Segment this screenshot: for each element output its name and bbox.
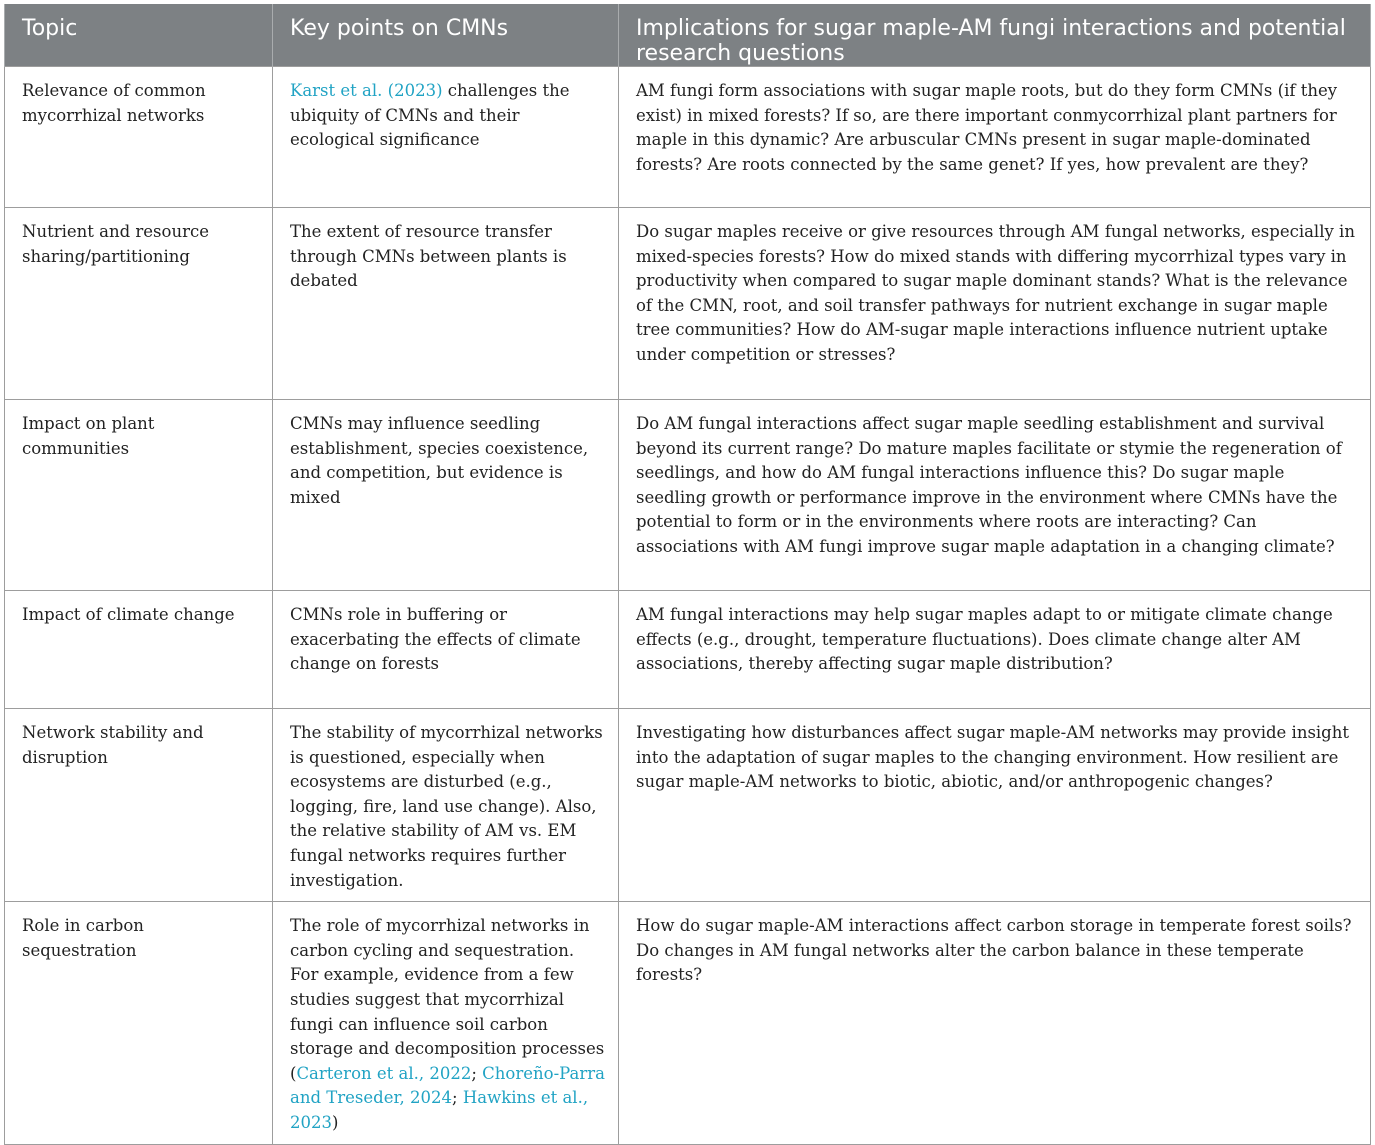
table-header-row xyxy=(5,4,1371,67)
table-row xyxy=(5,208,1371,400)
key-points-text: challenges the ubiquity of CMNs and their ecological significance xyxy=(290,81,570,150)
implications-cell: AM fungi form associations with sugar maple roots, but do they form CMNs (if they exist) in mixed forests? If so, are there important conmycorrhizal plant partners for maple in this dynamic? Are arbuscular CMNs present in sugar maple-dominated forests? Are roots connected by the same genet? If yes, how prevalent are they? xyxy=(619,67,1371,208)
header-key-points: Key points on CMNs xyxy=(273,4,619,67)
citation-link-carteron-2022[interactable]: Carteron et al., 2022 xyxy=(296,1063,472,1083)
key-points-cell xyxy=(273,67,619,208)
citation-separator: ; xyxy=(471,1063,483,1083)
topic-cell: Relevance of common mycorrhizal networks xyxy=(5,67,273,208)
header-topic: Topic xyxy=(5,4,273,67)
key-points-cell: CMNs may influence seedling establishment, species coexistence, and competition, but evidence is mixed xyxy=(273,400,619,591)
table-row xyxy=(5,591,1371,709)
implications-cell: AM fungal interactions may help sugar maples adapt to or mitigate climate change effects (e.g., drought, temperature fluctuations). Does climate change alter AM associations, thereby affecting sugar maple distribution? xyxy=(619,591,1371,709)
key-points-cell: The extent of resource transfer through CMNs between plants is debated xyxy=(273,208,619,400)
citation-separator: ; xyxy=(452,1088,463,1108)
citation-link-karst-2023[interactable]: Karst et al. (2023) xyxy=(290,81,443,100)
key-points-text: The role of mycorrhizal networks in carbon cycling and sequestration. For example, evidence from a few studies suggest that mycorrhizal fungi can influence soil carbon storage and decomposition processes ( xyxy=(290,916,605,1083)
key-points-cell xyxy=(273,902,619,1144)
topic-cell: Role in carbon sequestration xyxy=(5,902,273,1144)
topic-cell: Nutrient and resource sharing/partitioning xyxy=(5,208,273,400)
citation-link-hawkins-2023[interactable]: Hawkins et al., 2023 xyxy=(290,1088,589,1132)
table-row xyxy=(5,400,1371,591)
citation-link-choreno-parra-2024[interactable]: Choreño-Parra and Treseder, 2024 xyxy=(290,1063,605,1108)
table-row xyxy=(5,709,1371,902)
cmn-table xyxy=(4,4,1371,1145)
table-row xyxy=(5,902,1371,1144)
key-points-cell: The stability of mycorrhizal networks is questioned, especially when ecosystems are disturbed (e.g., logging, fire, land use change). Also, the relative stability of AM vs. EM fungal networks requires further investigation. xyxy=(273,709,619,902)
implications-cell: Do AM fungal interactions affect sugar maple seedling establishment and survival beyond its current range? Do mature maples facilitate or stymie the regeneration of seedlings, and how do AM fungal interactions influence this? Do sugar maple seedling growth or performance improve in the environment where CMNs have the potential to form or in the environments where roots are interacting? Can associations with AM fungi improve sugar maple adaptation in a changing climate? xyxy=(619,400,1371,591)
topic-cell: Impact on plant communities xyxy=(5,400,273,591)
table-row xyxy=(5,67,1371,208)
implications-cell: Do sugar maples receive or give resources through AM fungal networks, especially in mixed-species forests? How do mixed stands with differing mycorrhizal types vary in productivity when compared to sugar maple dominant stands? What is the relevance of the CMN, root, and soil transfer pathways for nutrient exchange in sugar maple tree communities? How do AM-sugar maple interactions influence nutrient uptake under competition or stresses? xyxy=(619,208,1371,400)
key-points-cell: CMNs role in buffering or exacerbating the effects of climate change on forests xyxy=(273,591,619,709)
implications-cell: Investigating how disturbances affect sugar maple-AM networks may provide insight into the adaptation of sugar maples to the changing environment. How resilient are sugar maple-AM networks to biotic, abiotic, and/or anthropogenic changes? xyxy=(619,709,1371,902)
topic-cell: Impact of climate change xyxy=(5,591,273,709)
implications-cell: How do sugar maple-AM interactions affect carbon storage in temperate forest soils? Do changes in AM fungal networks alter the carbon balance in these temperate forests? xyxy=(619,902,1371,1144)
citation-close-paren: ) xyxy=(332,1112,339,1132)
topic-cell: Network stability and disruption xyxy=(5,709,273,902)
header-implications: Implications for sugar maple-AM fungi interactions and potential research questions xyxy=(619,4,1371,67)
